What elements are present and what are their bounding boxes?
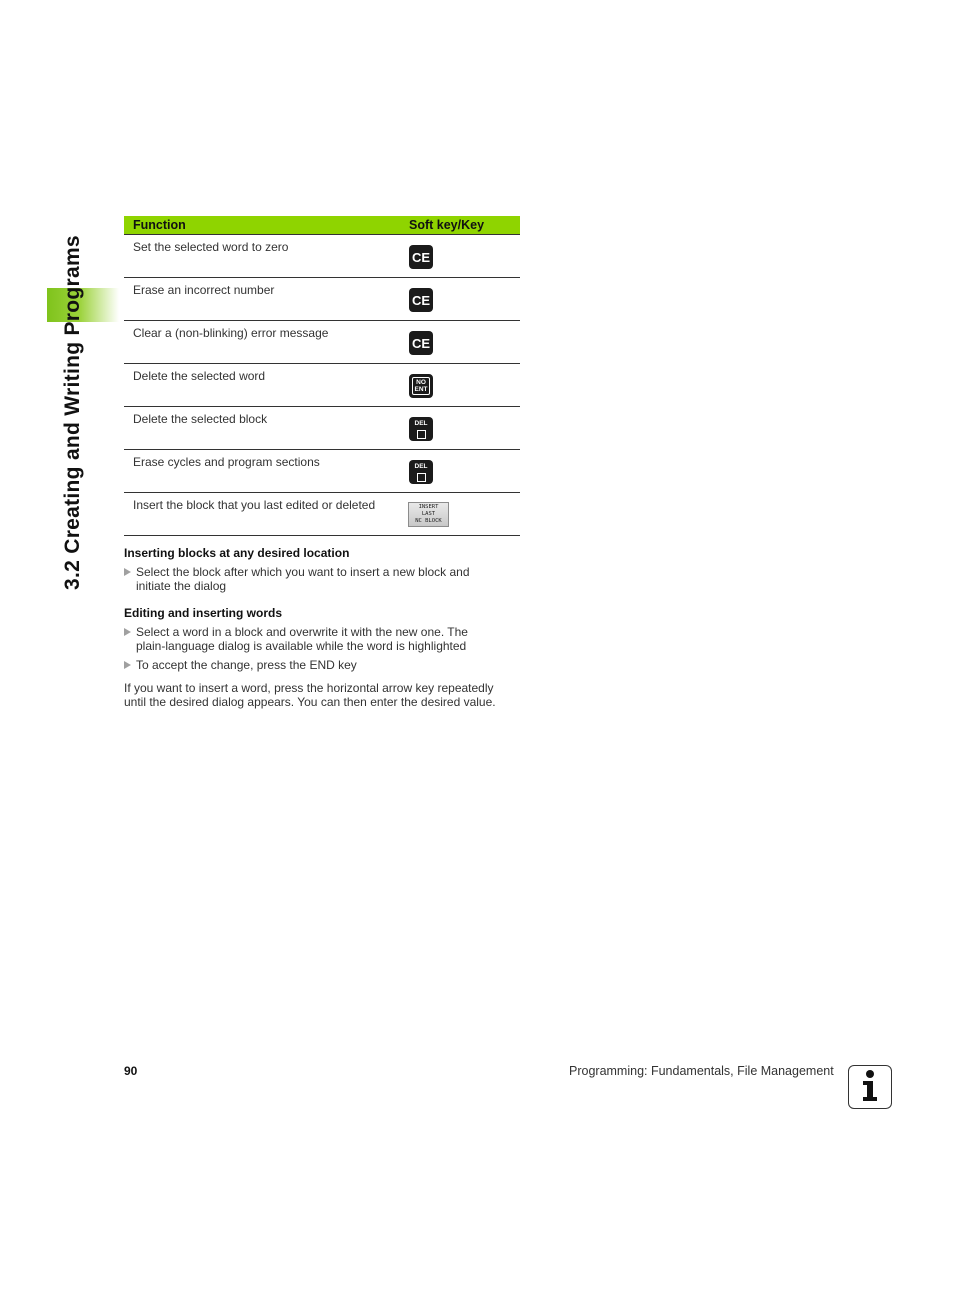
table-row: [124, 234, 520, 277]
row-description: Erase an incorrect number: [133, 283, 275, 297]
row-description: Set the selected word to zero: [133, 240, 289, 254]
bullet-arrow-icon: [124, 628, 131, 636]
row-description: Insert the block that you last edited or deleted: [133, 498, 376, 512]
table-row: [124, 320, 520, 363]
bullet-arrow-icon: [124, 661, 131, 669]
ce-key-icon: CE: [409, 288, 433, 312]
section-editing-words: [124, 606, 524, 672]
del-key-icon: DEL: [409, 417, 433, 441]
bullet-item: Select a word in a block and overwrite it with the new one. The plain-language dialog is available while the word is highlighted: [124, 625, 524, 653]
row-description: Clear a (non-blinking) error message: [133, 326, 329, 340]
bullet-arrow-icon: [124, 568, 131, 576]
footer-title: Programming: Fundamentals, File Management: [569, 1064, 834, 1078]
table-header: [124, 216, 520, 234]
row-description: Erase cycles and program sections: [133, 455, 320, 469]
table-row: [124, 363, 520, 406]
no-ent-key-icon: NO ENT: [409, 374, 433, 398]
info-icon: [848, 1065, 892, 1109]
section-heading: Editing and inserting words: [124, 606, 283, 620]
ce-key-icon: CE: [409, 331, 433, 355]
body-paragraph: If you want to insert a word, press the horizontal arrow key repeatedly until the desired dialog appears. You can then enter the desired value.: [124, 681, 496, 709]
section-heading: Inserting blocks at any desired location: [124, 546, 350, 560]
table-row: [124, 449, 520, 492]
header-function: Function: [133, 218, 186, 232]
table-row: [124, 277, 520, 320]
header-softkey: Soft key/Key: [409, 218, 485, 232]
row-description: Delete the selected block: [133, 412, 268, 426]
row-description: Delete the selected word: [133, 369, 266, 383]
ce-key-icon: CE: [409, 245, 433, 269]
del-key-icon: DEL: [409, 460, 433, 484]
table-row: [124, 492, 520, 536]
bullet-item: To accept the change, press the END key: [124, 658, 524, 672]
chapter-title: 3.2 Creating and Writing Programs: [61, 235, 84, 590]
table-row: [124, 406, 520, 449]
page-number: 90: [124, 1064, 138, 1078]
insert-last-nc-block-softkey: INSERT LAST NC BLOCK: [408, 502, 449, 527]
function-key-table: [124, 216, 520, 536]
bullet-item: Select the block after which you want to insert a new block and initiate the dialog: [124, 565, 524, 593]
section-inserting-blocks: [124, 546, 524, 593]
